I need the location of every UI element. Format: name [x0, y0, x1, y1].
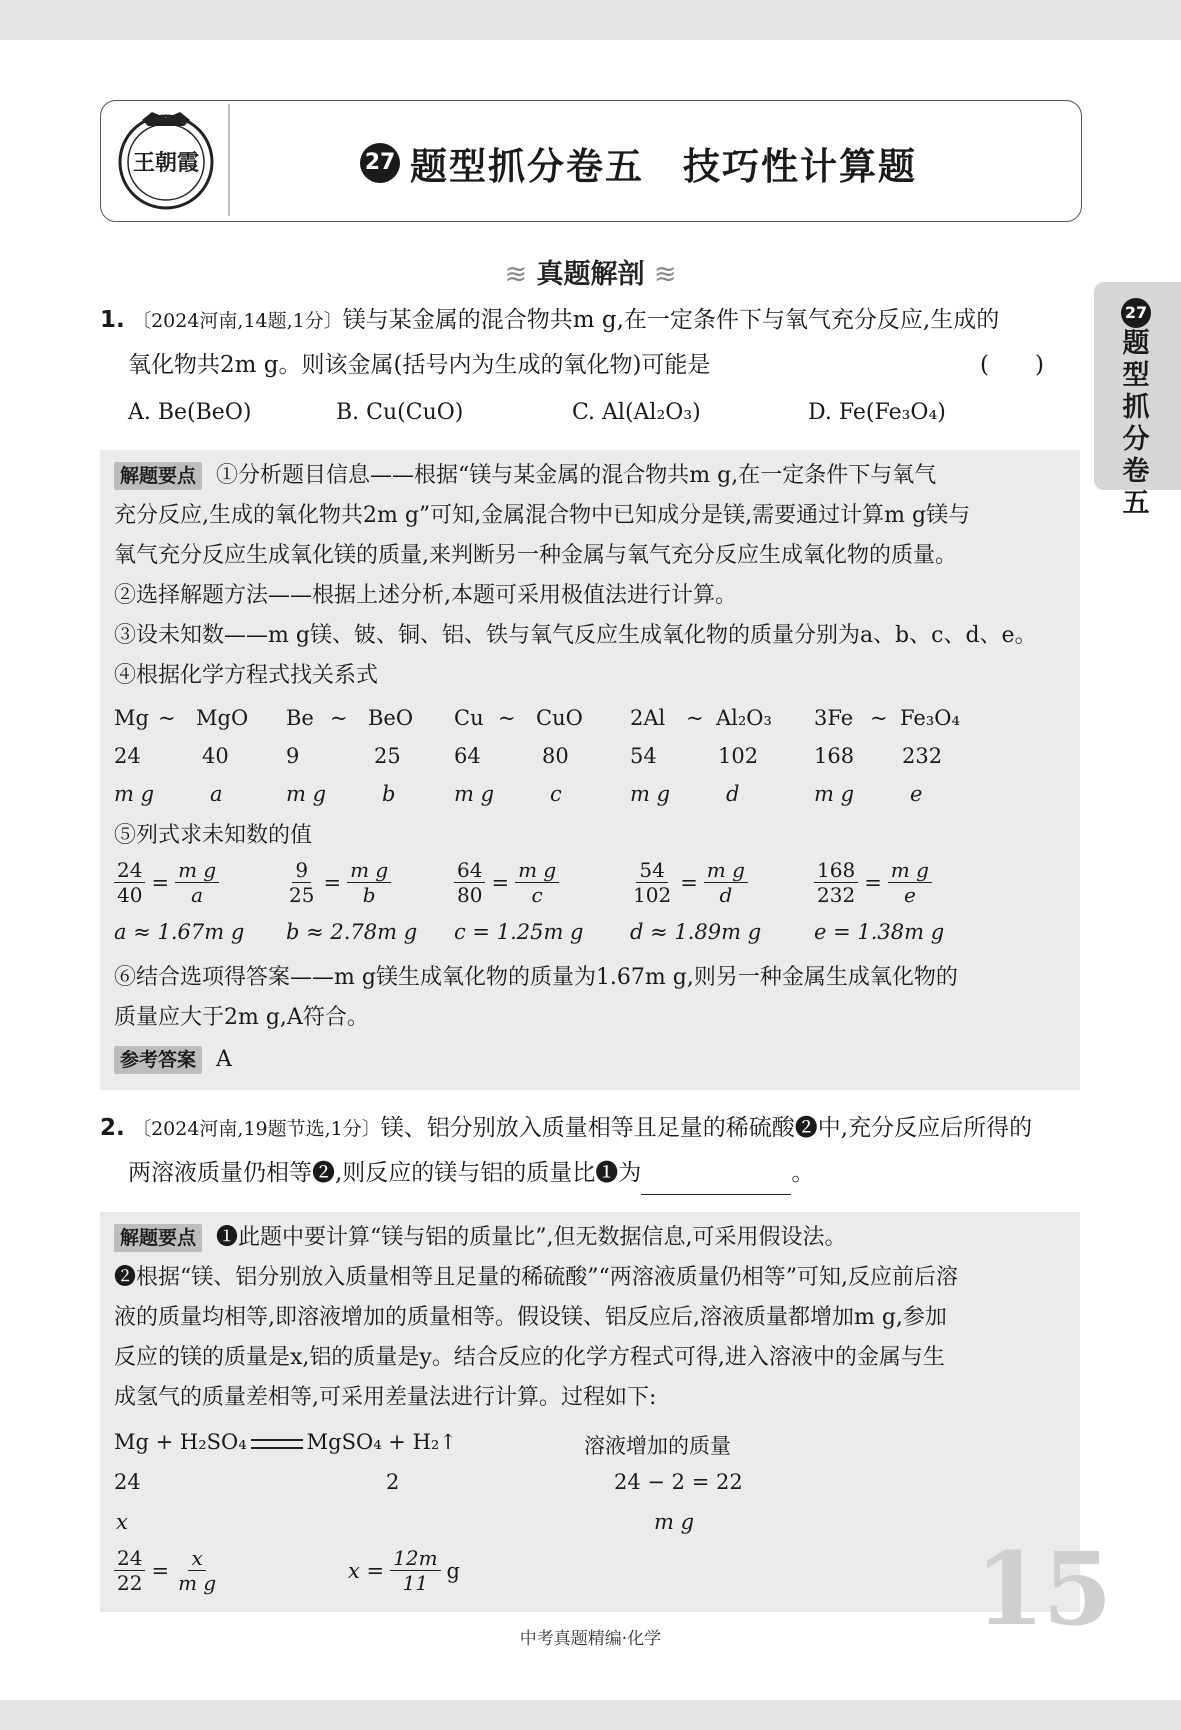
relation-metal-mass: 54 [630, 744, 657, 768]
side-tab-label [1114, 294, 1158, 520]
relation-oxide-var: c [550, 782, 562, 806]
option-c[interactable]: C. Al(Al₂O₃) [572, 400, 701, 425]
unit: g [446, 1558, 460, 1583]
relation-oxide: MgO [196, 706, 249, 730]
relation-tilde: ~ [686, 706, 704, 730]
equation-result: e = 1.38m g [814, 920, 945, 944]
denominator: b [362, 883, 376, 907]
numerator: m g [175, 858, 219, 883]
equals-sign: = [151, 1558, 170, 1583]
relation-metal-mass: 24 [114, 744, 141, 768]
equation-result: a ≈ 1.67m g [114, 920, 245, 944]
fraction [175, 858, 219, 907]
numerator: 24 [114, 858, 145, 883]
equation-result: b ≈ 2.78m g [286, 920, 418, 944]
equals-sign: = [323, 870, 342, 895]
equation-result: c = 1.25m g [454, 920, 584, 944]
wave-icon: ≋ [504, 259, 528, 290]
side-tab-char: 卷 [1122, 456, 1150, 487]
fraction [286, 858, 317, 907]
proportion-equation [114, 858, 219, 907]
denominator: 80 [457, 883, 483, 907]
relation-metal: 2Al [630, 706, 666, 730]
relation-metal-var: m g [286, 782, 327, 806]
solution-tag: 解题要点 [114, 462, 202, 490]
section-title-text: 真题解剖 [536, 259, 645, 290]
chapter-title-line [360, 136, 917, 190]
var-x: x [116, 1510, 128, 1534]
svg-text:王朝霞: 王朝霞 [132, 150, 200, 176]
side-tab-char: 五 [1122, 488, 1150, 519]
relation-oxide-var: d [726, 782, 740, 806]
numerator: m g [888, 858, 932, 883]
relation-oxide-var: e [910, 782, 923, 806]
question-2 [100, 1106, 1085, 1195]
chapter-number-badge: 27 [360, 143, 400, 183]
top-border [0, 0, 1181, 40]
side-tab-char: 分 [1122, 424, 1150, 455]
denominator: a [191, 883, 204, 907]
solution-line: 充分反应,生成的氧化物共2m g”可知,金属混合物中已知成分是镁,需要通过计算m g镁与 [114, 503, 971, 528]
question-2-line1 [100, 1106, 1085, 1151]
solution-line: ②选择解题方法——根据上述分析,本题可采用极值法进行计算。 [114, 583, 737, 608]
mass-increase: 24 − 2 = 22 [614, 1470, 743, 1494]
numerator: m g [347, 858, 391, 883]
relation-metal-var: m g [114, 782, 155, 806]
denominator: 11 [402, 1571, 429, 1595]
answer-value: A [216, 1047, 232, 1072]
numerator: 64 [454, 858, 485, 883]
solution-text: ①分析题目信息——根据“镁与某金属的混合物共m g,在一定条件下与氧气 [216, 463, 937, 488]
solution-line: ⑥结合选项得答案——m g镁生成氧化物的质量为1.67m g,则另一种金属生成氧化物的 [114, 965, 958, 990]
relation-oxide: Fe₃O₄ [900, 706, 960, 730]
proportion-equation [286, 858, 391, 907]
side-tab[interactable] [1094, 282, 1181, 519]
numerator: m g [704, 858, 748, 883]
relation-tilde: ~ [158, 706, 176, 730]
question-text: 两溶液质量仍相等❷,则反应的镁与铝的质量比❶为 [128, 1160, 642, 1186]
question-number: 1. [100, 307, 125, 333]
option-d[interactable]: D. Fe(Fe₃O₄) [808, 400, 946, 425]
question-2-line2 [100, 1151, 1085, 1195]
relation-metal-var: m g [454, 782, 495, 806]
equation-reactants: Mg + H₂SO₄ [114, 1430, 247, 1454]
wave-icon: ≋ [653, 259, 677, 290]
numerator: 54 [636, 858, 667, 883]
denominator: 22 [117, 1571, 143, 1595]
denominator: e [903, 883, 916, 907]
relation-metal-mass: 168 [814, 744, 855, 768]
solution-text: ❶此题中要计算“镁与铝的质量比”,但无数据信息,可采用假设法。 [216, 1225, 847, 1250]
relation-oxide: Al₂O₃ [716, 706, 772, 730]
fraction [515, 858, 559, 907]
answer-line [114, 1040, 232, 1080]
numerator: 24 [114, 1546, 145, 1571]
side-tab-char: 题 [1122, 328, 1150, 359]
solution-line: 质量应大于2m g,A符合。 [114, 1005, 369, 1030]
proportion-equation [454, 858, 559, 907]
denominator: 232 [817, 883, 856, 907]
solution-box-2 [100, 1212, 1080, 1612]
fraction [347, 858, 391, 907]
x-result [348, 1546, 460, 1595]
answer-tag: 参考答案 [114, 1046, 202, 1074]
mass-mg: 24 [114, 1470, 141, 1494]
var-mg: m g [654, 1510, 695, 1534]
equals-sign: = [680, 870, 698, 895]
fraction [814, 858, 858, 907]
fraction [114, 858, 145, 907]
question-1-line1 [100, 298, 1085, 343]
fraction [630, 858, 674, 907]
equals-arrow-icon [251, 1439, 303, 1449]
solution-line [114, 1218, 847, 1258]
solution-line: ⑤列式求未知数的值 [114, 823, 313, 848]
question-text: 镁、铝分别放入质量相等且足量的稀硫酸❷中,充分反应后所得的 [380, 1115, 1033, 1141]
x-equals: x = [348, 1558, 385, 1583]
fraction [888, 858, 932, 907]
relation-tilde: ~ [870, 706, 888, 730]
relation-metal: 3Fe [814, 706, 854, 730]
option-a[interactable]: A. Be(BeO) [128, 400, 252, 425]
logo-divider [228, 104, 230, 216]
section-title [0, 252, 1181, 291]
denominator: 25 [289, 883, 315, 907]
relation-metal: Mg [114, 706, 149, 730]
ratio-equation [114, 1546, 219, 1595]
fraction [454, 858, 485, 907]
solution-line: 反应的镁的质量是x,铝的质量是y。结合反应的化学方程式可得,进入溶液中的金属与生 [114, 1345, 945, 1370]
fraction [704, 858, 748, 907]
numerator: x [188, 1546, 205, 1571]
solution-line: ❷根据“镁、铝分别放入质量相等且足量的稀硫酸”“两溶液质量仍相等”可知,反应前后溶 [114, 1265, 958, 1290]
mass-h2: 2 [386, 1470, 400, 1494]
page-number: 15 [975, 1530, 1111, 1648]
proportion-equation [814, 858, 932, 907]
relation-tilde: ~ [330, 706, 348, 730]
question-text: 。 [791, 1160, 815, 1186]
relation-oxide-var: a [210, 782, 223, 806]
fraction [114, 1546, 145, 1595]
equation-products: MgSO₄ + H₂↑ [306, 1430, 457, 1454]
solution-line: ④根据化学方程式找关系式 [114, 663, 379, 688]
side-tab-char: 抓 [1122, 392, 1150, 423]
relation-tilde: ~ [498, 706, 516, 730]
denominator: 102 [633, 883, 672, 907]
side-tab-char: 型 [1122, 360, 1150, 391]
denominator: m g [178, 1571, 217, 1595]
footer-text: 中考真题精编·化学 [519, 1629, 662, 1649]
side-tab-number: 27 [1121, 298, 1151, 328]
answer-paren: ( ) [980, 352, 1044, 378]
relation-metal-var: m g [814, 782, 855, 806]
numerator: 9 [292, 858, 311, 883]
relation-oxide: BeO [368, 706, 414, 730]
chem-equation [114, 1430, 457, 1454]
solution-tag: 解题要点 [114, 1224, 202, 1252]
numerator: 168 [814, 858, 858, 883]
relation-oxide-mass: 40 [202, 744, 229, 768]
question-number: 2. [100, 1115, 125, 1141]
relation-metal: Be [286, 706, 314, 730]
equals-sign: = [491, 870, 510, 895]
question-source: 〔2024河南,14题,1分〕 [132, 310, 343, 332]
equation-result: d ≈ 1.89m g [630, 920, 762, 944]
relation-metal: Cu [454, 706, 484, 730]
relation-oxide-mass: 25 [374, 744, 401, 768]
solution-line: 氧气充分反应生成氧化镁的质量,来判断另一种金属与氧气充分反应生成氧化物的质量。 [114, 543, 957, 568]
solution-box-1 [100, 450, 1080, 1090]
solution-line: 成氢气的质量差相等,可采用差量法进行计算。过程如下: [114, 1385, 657, 1410]
question-text: 氧化物共2m g。则该金属(括号内为生成的氧化物)可能是 [128, 352, 711, 378]
solution-line: 液的质量均相等,即溶液增加的质量相等。假设镁、铝反应后,溶液质量都增加m g,参加 [114, 1305, 947, 1330]
denominator: c [531, 883, 543, 907]
equals-sign: = [864, 870, 882, 895]
question-source: 〔2024河南,19题节选,1分〕 [132, 1118, 381, 1140]
relation-metal-mass: 9 [286, 744, 300, 768]
relation-oxide-var: b [382, 782, 396, 806]
denominator: 40 [117, 883, 143, 907]
increase-label: 溶液增加的质量 [584, 1434, 731, 1458]
brand-logo [112, 106, 220, 214]
equals-sign: = [151, 870, 170, 895]
solution-line [114, 456, 936, 496]
bottom-border [0, 1700, 1181, 1730]
relation-metal-mass: 64 [454, 744, 481, 768]
relation-oxide: CuO [536, 706, 583, 730]
chapter-title: 题型抓分卷五 技巧性计算题 [410, 145, 917, 188]
fraction [390, 1546, 440, 1595]
relation-oxide-mass: 80 [542, 744, 569, 768]
numerator: m g [515, 858, 559, 883]
relation-metal-var: m g [630, 782, 671, 806]
question-1-line2 [100, 343, 1085, 387]
question-1 [100, 298, 1085, 387]
solution-line: ③设未知数——m g镁、铍、铜、铝、铁与氧气反应生成氧化物的质量分别为a、b、c、d、e。 [114, 623, 1037, 648]
denominator: d [719, 883, 733, 907]
proportion-equation [630, 858, 748, 907]
fraction [175, 1546, 219, 1595]
numerator: 12m [390, 1546, 440, 1571]
option-b[interactable]: B. Cu(CuO) [336, 400, 464, 425]
relation-oxide-mass: 232 [902, 744, 943, 768]
question-text: 镁与某金属的混合物共m g,在一定条件下与氧气充分反应,生成的 [342, 307, 1000, 333]
relation-oxide-mass: 102 [718, 744, 759, 768]
answer-blank[interactable] [641, 1170, 791, 1195]
